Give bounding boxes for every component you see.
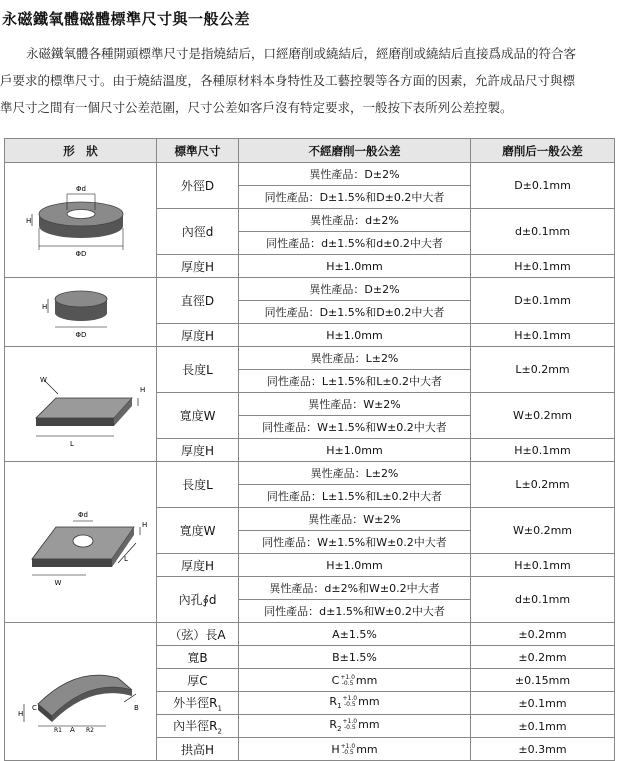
ring-od-ground: D±0.1mm [471, 163, 615, 209]
header-standard-size: 標準尺寸 [157, 139, 239, 163]
arc-r1-ground: ±0.1mm [471, 692, 615, 715]
disc-h-row-label: 厚度H [157, 324, 239, 347]
arc-h-label: H [17, 710, 23, 718]
table-row [5, 462, 615, 485]
arc-hh-tol-unit: mm [356, 742, 378, 756]
table-row [5, 278, 615, 301]
arc-c-tol-unit: mm [355, 673, 378, 687]
holed-hole-tol1: 異性產品：d±2%和W±0.2中大者 [239, 577, 471, 600]
header-ground-tolerance: 磨削后一般公差 [471, 139, 615, 163]
holed-l-tol1: 異性產品：L±2% [239, 462, 471, 485]
block-h-ground: H±0.1mm [471, 439, 615, 462]
block-w-ground: W±0.2mm [471, 393, 615, 439]
arc-c-ground: ±0.15mm [471, 669, 615, 692]
block-h-row-label: 厚度H [157, 439, 239, 462]
holed-hole-tol2: 同性產品：d±1.5%和W±0.2中大者 [239, 600, 471, 623]
arc-b-tol: B±1.5% [239, 646, 471, 669]
arc-r1-tol-unit: mm [358, 695, 380, 709]
holed-l-label: L [123, 554, 128, 563]
arc-hh-tol [239, 738, 471, 761]
table-row [5, 623, 615, 646]
block-l-ground: L±0.2mm [471, 347, 615, 393]
block-l-tol1: 異性產品：L±2% [239, 347, 471, 370]
holed-l-ground: L±0.2mm [471, 462, 615, 508]
ring-h-tol: H±1.0mm [239, 255, 471, 278]
holed-l-tol2: 同性產品：L±1.5%和L±0.2中大者 [239, 485, 471, 508]
ring-id-tol2: 同性產品：d±1.5%和d±0.2中大者 [239, 232, 471, 255]
arc-r1-tol [239, 692, 471, 715]
arc-r1-label-sub: 1 [217, 704, 222, 713]
holed-h-row-label: 厚度H [157, 554, 239, 577]
header-shape: 形 狀 [5, 139, 157, 163]
ring-od-tol2: 同性產品：D±1.5%和D±0.2中大者 [239, 186, 471, 209]
ring-h-ground: H±0.1mm [471, 255, 615, 278]
block-w-label: W [39, 375, 47, 384]
arc-r2-tol-unit: mm [358, 718, 380, 732]
block-w-row-label: 寬度W [157, 393, 239, 439]
block-l-label: L [69, 439, 74, 448]
block-w-tol2: 同性產品：W±1.5%和W±0.2中大者 [239, 416, 471, 439]
disc-shape-diagram [5, 278, 157, 347]
header-unground-tolerance: 不經磨削一般公差 [239, 139, 471, 163]
holed-hole-row-label: 內孔∮d [157, 577, 239, 623]
arc-a-row-label: （弦）長A [157, 623, 239, 646]
disc-h-ground: H±0.1mm [471, 324, 615, 347]
holed-w-tol2: 同性產品：W±1.5%和W±0.2中大者 [239, 531, 471, 554]
holed-h-tol: H±1.0mm [239, 554, 471, 577]
arc-b-ground: ±0.2mm [471, 646, 615, 669]
ring-id-label: 內徑d [157, 209, 239, 255]
block-h-tol: H±1.0mm [239, 439, 471, 462]
arc-a-tol: A±1.5% [239, 623, 471, 646]
block-shape-diagram [5, 347, 157, 462]
arc-hh-ground: ±0.3mm [471, 738, 615, 761]
holed-h-ground: H±0.1mm [471, 554, 615, 577]
arc-c-label: C [31, 704, 37, 712]
holed-phi-d-label: Φd [77, 510, 88, 519]
disc-d-ground: D±0.1mm [471, 278, 615, 324]
arc-hh-tol-down: -0.5 [342, 748, 354, 756]
arc-hh-tol-base: H [331, 742, 340, 756]
disc-d-label: 直徑D [157, 278, 239, 324]
arc-r1-tol-base: R [329, 695, 338, 709]
arc-b-label: B [133, 704, 139, 712]
ring-id-tol1: 異性產品：d±2% [239, 209, 471, 232]
table-row [5, 347, 615, 370]
holed-l-row-label: 長度L [157, 462, 239, 508]
ring-h-row-label: 厚度H [157, 255, 239, 278]
arc-r2-tol-down: -0.5 [343, 724, 356, 732]
block-h-label: H [139, 385, 145, 394]
ring-shape-diagram [5, 163, 157, 278]
arc-r1-tol-up: +1.0 [342, 695, 358, 703]
arc-r1-tol-sub: 1 [337, 702, 342, 711]
intro-line-2: 戶要求的標準尺寸。由于燒結溫度，各種原材料本身特性及工藝控製等各方面的因素，允許成品尺寸與標 [0, 73, 576, 88]
arc-r2-tol-base: R [329, 718, 338, 732]
holed-w-row-label: 寬度W [157, 508, 239, 554]
arc-c-row-label: 厚C [157, 669, 239, 692]
arc-r2-row-label [157, 715, 239, 738]
arc-hh-row-label: 拱高H [157, 738, 239, 761]
tolerance-table [4, 138, 615, 761]
block-w-tol1: 異性產品：W±2% [239, 393, 471, 416]
table-header-row [5, 139, 615, 163]
arc-r2-ground: ±0.1mm [471, 715, 615, 738]
arc-r1-tol-down: -0.5 [343, 701, 356, 709]
arc-c-tol-down: -0.5 [341, 679, 354, 687]
arc-r2-label-text: 內半徑R [173, 718, 218, 733]
arc-r2-tol-sub: 2 [337, 725, 342, 734]
arc-a-label: A [69, 726, 75, 734]
intro-line-3: 準尺寸之間有一個尺寸公差范圍，尺寸公差如客戶沒有特定要求，一般按下表所列公差控製。 [0, 100, 513, 115]
ring-phi-d-label: Φd [75, 184, 86, 193]
holed-w-tol1: 異性產品：W±2% [239, 508, 471, 531]
intro-line-1: 永磁鐵氧體各種開頭標準尺寸是指燒結后，口經磨削或繞結后，經磨削或繞結后直接爲成品的符合客 [26, 46, 577, 61]
ring-h-label: H [25, 216, 31, 225]
arc-c-tol [239, 669, 471, 692]
block-l-tol2: 同性產品：L±1.5%和L±0.2中大者 [239, 370, 471, 393]
disc-h-tol: H±1.0mm [239, 324, 471, 347]
arc-r1-label-text: 外半徑R [173, 695, 218, 710]
arc-r1-label: R1 [53, 727, 62, 734]
arc-r2-label: R2 [85, 727, 94, 734]
arc-c-tol-up: +1.0 [340, 673, 355, 681]
arc-c-tol-base: C [331, 673, 340, 687]
disc-phi-D-label: ΦD [75, 330, 86, 339]
ring-id-ground: d±0.1mm [471, 209, 615, 255]
block-l-row-label: 長度L [157, 347, 239, 393]
ring-od-tol1: 異性產品：D±2% [239, 163, 471, 186]
arc-r2-tol [239, 715, 471, 738]
page-title: 永磁鐵氧體磁體標準尺寸與一般公差 [2, 10, 251, 28]
arc-r2-label-sub: 2 [217, 727, 222, 736]
disc-d-tol1: 異性產品：D±2% [239, 278, 471, 301]
arc-a-ground: ±0.2mm [471, 623, 615, 646]
arc-b-row-label: 寬B [157, 646, 239, 669]
ring-od-label: 外徑D [157, 163, 239, 209]
arc-r2-tol-up: +1.0 [342, 718, 358, 726]
arc-hh-tol-up: +1.0 [340, 742, 356, 750]
table-row [5, 163, 615, 186]
arc-r1-row-label [157, 692, 239, 715]
holed-h-label: H [141, 520, 147, 529]
ring-phi-D-label: ΦD [75, 249, 86, 258]
holed-hole-ground: d±0.1mm [471, 577, 615, 623]
holed-w-ground: W±0.2mm [471, 508, 615, 554]
disc-h-label: H [41, 302, 47, 311]
holed-block-shape-diagram [5, 462, 157, 623]
arc-shape-diagram [5, 623, 157, 761]
holed-w-label: W [54, 578, 61, 587]
disc-d-tol2: 同性產品：D±1.5%和D±0.2中大者 [239, 301, 471, 324]
